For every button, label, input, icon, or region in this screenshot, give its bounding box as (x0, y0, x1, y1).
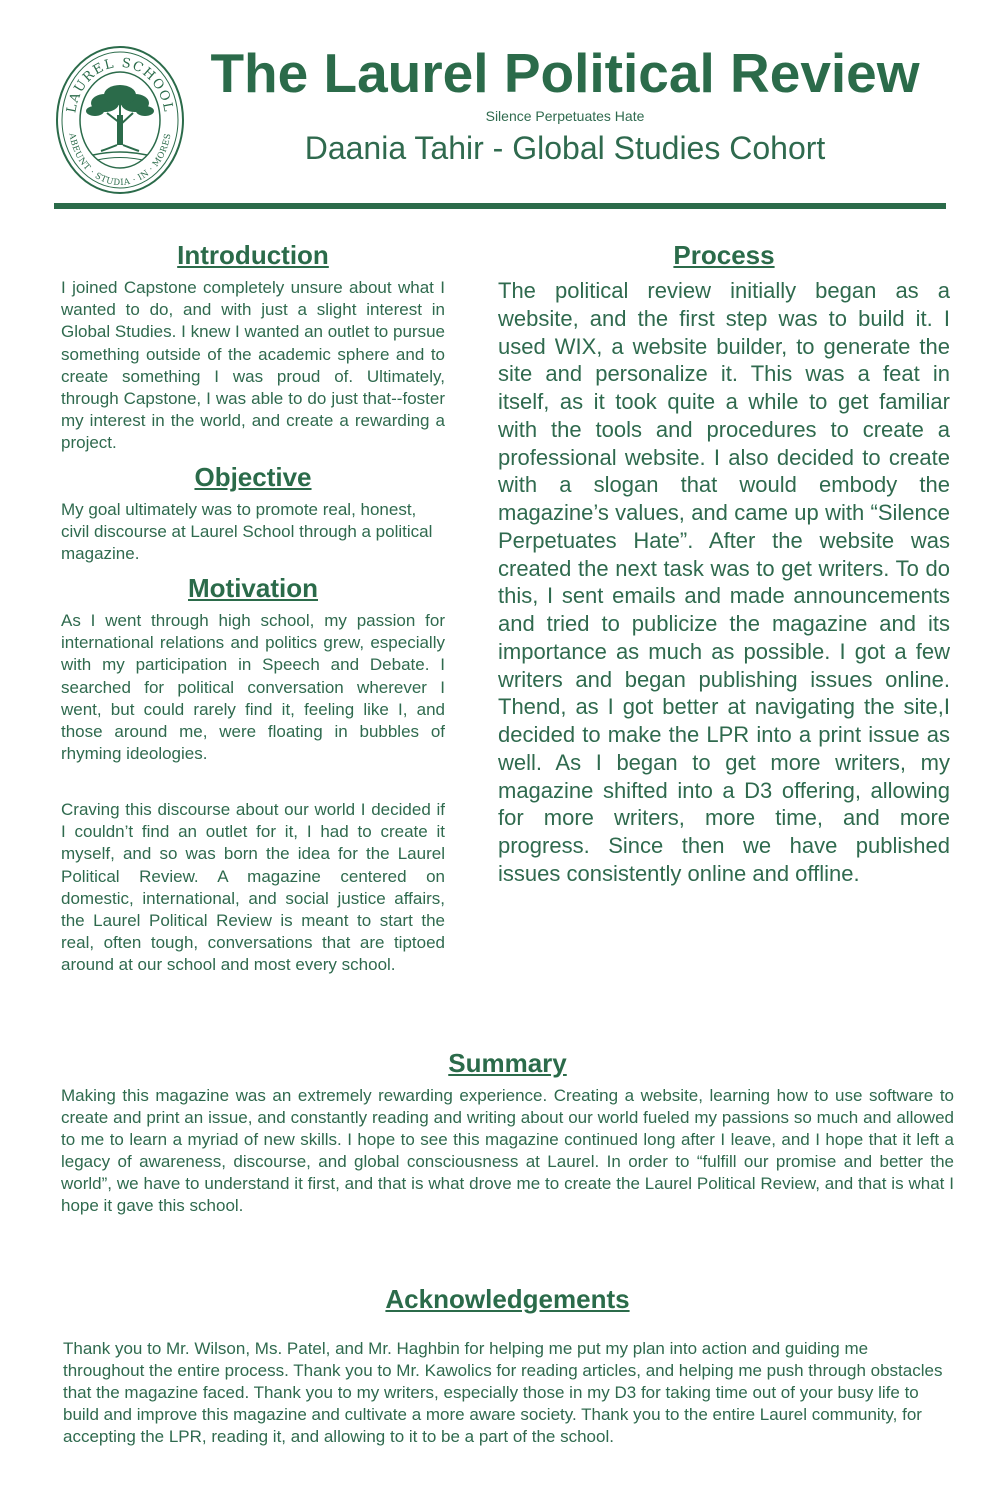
author-line: Daania Tahir - Global Studies Cohort (304, 130, 826, 166)
introduction-heading: Introduction (177, 240, 329, 270)
summary-heading: Summary (448, 1048, 567, 1078)
poster-title: The Laurel Political Review (210, 42, 920, 104)
introduction-text: I joined Capstone completely unsure about what I wanted to do, and with just a slight interest in Global Studies. I knew I wanted an outlet to pursue something outside of the academic sphere and to create something I was proud of. Ultimately, through Capstone, I was able to do just that--foster my interest in the world, and create a rewarding a project. (61, 278, 445, 453)
laurel-tree-seal-icon (55, 45, 185, 195)
objective-text: My goal ultimately was to promote real, honest, civil discourse at Laurel School through a political magazine. (61, 500, 433, 564)
acknowledgements-text: Thank you to Mr. Wilson, Ms. Patel, and Mr. Haghbin for helping me put my plan into action and guiding me throughout the entire process. Thank you to Mr. Kawolics for reading articles, and helping me push through obstacles that the magazine faced. Thank you to my writers, especially those in my D3 for taking time out of your busy life to build and improve this magazine and cultivate a more aware society. Thank you to the entire Laurel community, for accepting the LPR, reading it, and allowing to it to be a part of the school. (63, 1339, 943, 1446)
laurel-school-seal (55, 45, 185, 195)
summary-text: Making this magazine was an extremely rewarding experience. Creating a website, learning how to use software to create and print an issue, and constantly reading and writing about our world fueled my passions so much and allowed to me to learn a myriad of new skills. I hope to see this magazine continued long after I leave, and I hope that it left a legacy of awareness, discourse, and global consciousness at Laurel. In order to “fulfill our promise and better the world”, we have to understand it first, and that is what drove me to create the Laurel Political Review, and that is what I hope it gave this school. (61, 1086, 954, 1215)
motivation-paragraph-1: As I went through high school, my passion for international relations and politics grew, especially with my participation in Speech and Debate. I searched for political conversation wherever I went, but could rarely find it, feeling like I, and those around me, were floating in bubbles of rhyming ideologies. (61, 611, 445, 764)
acknowledgements-heading: Acknowledgements (385, 1284, 630, 1314)
process-heading: Process (673, 240, 775, 270)
motivation-heading: Motivation (188, 573, 318, 603)
seal-motto-text: ABEUNT · STUDIA · IN · MORES (66, 132, 174, 189)
process-text: The political review initially began as a website, and the first step was to build it. I used WIX, a website builder, to generate the site and personalize it. This was a feat in itself, as it took quite a while to get familiar with the tools and procedures to create a professional website. I also decided to create with a slogan that would embody the magazine’s values, and came up with “Silence Perpetuates Hate”. After the website was created the next task was to get writers. To do this, I sent emails and made announcements and tried to publicize the magazine and its importance as much as possible. I got a few writers and began publishing issues online. Thend, as I got better at navigating the site,I decided to make the LPR into a print issue as well. As I began to get more writers, my magazine shifted into a D3 offering, allowing for more writers, more time, and more progress. Since then we have published issues consistently online and offline. (498, 278, 950, 886)
slogan: Silence Perpetuates Hate (485, 108, 645, 124)
header-divider (54, 203, 946, 209)
motivation-paragraph-2: Craving this discourse about our world I decided if I couldn’t find an outlet for it, I had to create it myself, and so was born the idea for the Laurel Political Review. A magazine centered on domestic, international, and social justice affairs, the Laurel Political Review is meant to start the real, often tough, conversations that are tiptoed around at our school and most every school. (61, 800, 445, 975)
objective-heading: Objective (194, 462, 312, 492)
seal-name-text: LAUREL SCHOOL (64, 55, 176, 115)
